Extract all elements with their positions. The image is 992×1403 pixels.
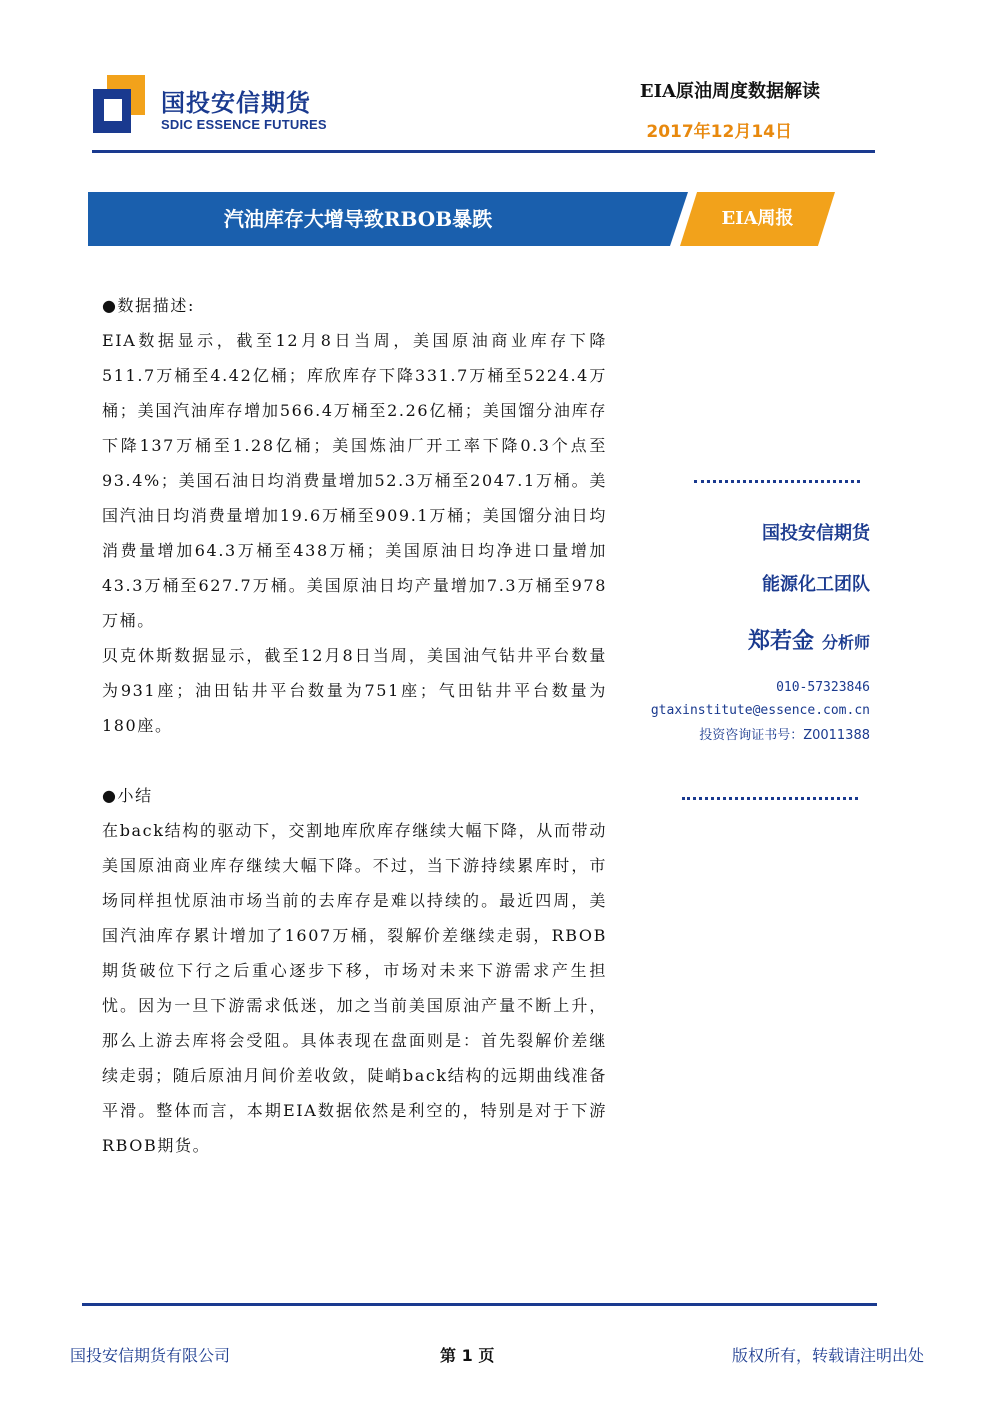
analyst-phone: 010-57323846 — [776, 680, 870, 695]
analyst-certificate: 投资咨询证书号：Z0011388 — [699, 728, 870, 743]
header-divider — [92, 150, 875, 153]
report-title: 汽油库存大增导致RBOB暴跌 — [223, 207, 493, 231]
page-suffix: 页 — [478, 1346, 495, 1365]
data-paragraph-eia: EIA数据显示，截至12月8日当周，美国原油商业库存下降511.7万桶至4.42亿桶；库欣库存下降331.7万桶至5224.4万桶；美国汽油库存增加566.4万桶至2.26亿桶；美国馏分油库存下降137万桶至1.28亿桶；美国炼油厂开工率下降0.3个点至93.4%；美国石油日均消费量增加52.3万桶至2047.1万桶。美国汽油日均消费量增加19.6万桶至909.1万桶；美国馏分油日均消费量增加64.3万桶至438万桶；美国原油日均净进口量增加43.3万桶至627.7万桶。美国原油日均产量增加7.3万桶至978万桶。 — [102, 331, 607, 630]
sidebar-company: 国投安信期货 — [762, 523, 870, 544]
report-tag: EIA周报 — [721, 208, 794, 229]
analyst-name: 郑若金 — [747, 629, 814, 654]
sidebar-divider-bottom — [682, 797, 858, 800]
company-logo-icon — [93, 75, 145, 133]
summary-paragraph: 在back结构的驱动下，交割地库欣库存继续大幅下降，从而带动美国原油商业库存继续大幅下降。不过，当下游持续累库时，市场同样担忧原油市场当前的去库存是难以持续的。最近四周，美国汽油库存累计增加了1607万桶，裂解价差继续走弱，RBOB期货破位下行之后重心逐步下移，市场对未来下游需求产生担忧。因为一旦下游需求低迷，加之当前美国原油产量不断上升，那么上游去库将会受阻。具体表现在盘面则是：首先裂解价差继续走弱；随后原油月间价差收敛，陡峭back结构的远期曲线准备平滑。整体而言，本期EIA数据依然是利空的，特别是对于下游RBOB期货。 — [102, 821, 607, 1155]
data-paragraph-baker-hughes: 贝克休斯数据显示，截至12月8日当周，美国油气钻井平台数量为931座；油田钻井平台数量为751座；气田钻井平台数量为180座。 — [102, 646, 607, 735]
page-number — [440, 1343, 494, 1366]
report-type: EIA原油周度数据解读 — [639, 81, 820, 102]
analyst-email[interactable]: gtaxinstitute@essence.com.cn — [650, 703, 870, 718]
section-heading-summary: ●小结 — [102, 786, 153, 805]
page-number-value: 1 — [461, 1346, 473, 1365]
sidebar-divider-top — [694, 480, 860, 483]
report-body — [102, 288, 607, 1163]
section-heading-data: ●数据描述: — [102, 296, 195, 315]
report-date: 2017年12月14日 — [646, 122, 792, 142]
footer-copyright: 版权所有，转载请注明出处 — [731, 1346, 924, 1365]
company-logo — [93, 75, 353, 135]
sidebar-analyst — [748, 624, 870, 655]
section-spacer — [102, 743, 607, 778]
footer-company: 国投安信期货有限公司 — [70, 1346, 231, 1365]
sidebar-team: 能源化工团队 — [762, 574, 870, 595]
page-prefix: 第 — [440, 1346, 457, 1365]
logo-text-cn: 国投安信期货 — [161, 89, 311, 117]
logo-text-en: SDIC ESSENCE FUTURES — [161, 117, 327, 132]
footer-divider — [82, 1303, 877, 1306]
analyst-role: 分析师 — [821, 633, 870, 652]
